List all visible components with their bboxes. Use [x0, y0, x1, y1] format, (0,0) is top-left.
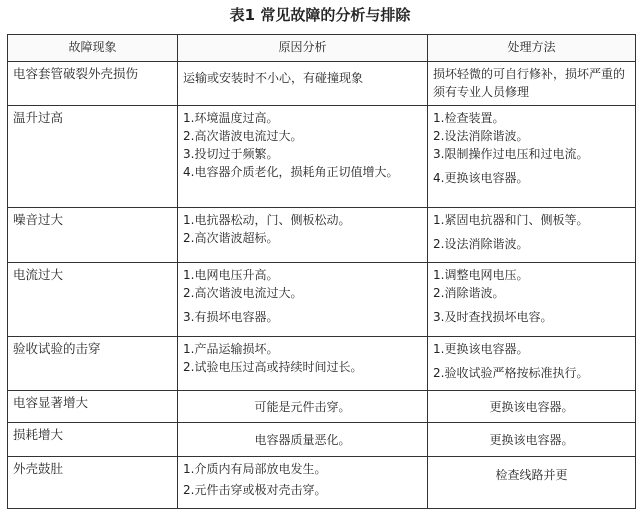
solution-cell: [428, 263, 636, 337]
cause-line: 1.电网电压升高。: [183, 268, 279, 282]
header-cause: 原因分析: [178, 35, 428, 62]
table-row: [8, 391, 636, 423]
solution-line: 更换该电容器。: [489, 400, 574, 414]
cause-line: 1.介质内有局部放电发生。: [183, 462, 327, 476]
cause-cell: [178, 208, 428, 263]
solution-cell: [428, 106, 636, 208]
table-title: 表1 常见故障的分析与排除: [229, 6, 411, 24]
cause-cell: [178, 106, 428, 208]
cause-cell: [178, 62, 428, 106]
symptom-cell: 外壳鼓肚: [8, 457, 178, 509]
cause-line: 1.产品运输损坏。: [183, 342, 279, 356]
solution-cell: [428, 62, 636, 106]
cause-line: 4.电容器介质老化，损耗角正切值增大。: [183, 165, 399, 179]
solution-cell: [428, 457, 636, 509]
symptom-cell: 损耗增大: [8, 423, 178, 457]
symptom-cell: 电流过大: [8, 263, 178, 337]
solution-line: 检查线路并更: [495, 468, 568, 482]
solution-line: 1.更换该电容器。: [433, 342, 529, 356]
table-row: [8, 106, 636, 208]
solution-line: 更换该电容器。: [489, 433, 574, 447]
cause-cell: [178, 457, 428, 509]
symptom-cell: 电容套管破裂外壳损伤: [8, 62, 178, 106]
cause-cell: [178, 263, 428, 337]
cause-cell: [178, 423, 428, 457]
cause-line: 电容器质量恶化。: [254, 433, 351, 447]
solution-line: 损坏轻微的可自行修补，损坏严重的须有专业人员修理: [433, 67, 626, 99]
solution-line: 2.设法消除谐波。: [433, 129, 529, 143]
symptom-cell: 验收试验的击穿: [8, 337, 178, 391]
solution-line: 3.及时查找损坏电容。: [433, 310, 553, 324]
table-row: [8, 457, 636, 509]
table-row: [8, 208, 636, 263]
table-row: [8, 337, 636, 391]
solution-line: 1.紧固电抗器和门、侧板等。: [433, 213, 589, 227]
table-row: [8, 62, 636, 106]
table-row: [8, 423, 636, 457]
cause-line: 3.投切过于频繁。: [183, 147, 279, 161]
solution-cell: [428, 423, 636, 457]
header-solution: 处理方法: [428, 35, 636, 62]
cause-line: 2.高次谐波电流过大。: [183, 129, 303, 143]
cause-line: 1.电抗器松动，门、侧板松动。: [183, 213, 351, 227]
solution-line: 2.验收试验严格按标准执行。: [433, 366, 589, 380]
solution-line: 1.检查装置。: [433, 111, 505, 125]
solution-line: 2.消除谐波。: [433, 286, 505, 300]
solution-line: 3.限制操作过电压和过电流。: [433, 147, 589, 161]
symptom-cell: 电容显著增大: [8, 391, 178, 423]
cause-line: 1.环境温度过高。: [183, 111, 279, 125]
solution-line: 4.更换该电容器。: [433, 171, 529, 185]
cause-line: 3.有损坏电容器。: [183, 310, 279, 324]
cause-line: 2.试验电压过高或持续时间过长。: [183, 360, 363, 374]
cause-line: 运输或安装时不小心，有碰撞现象: [183, 71, 364, 85]
fault-analysis-table: [7, 34, 636, 509]
cause-line: 2.高次谐波超标。: [183, 231, 279, 245]
cause-cell: [178, 337, 428, 391]
symptom-cell: 温升过高: [8, 106, 178, 208]
cause-cell: [178, 391, 428, 423]
table-row: [8, 263, 636, 337]
solution-line: 1.调整电网电压。: [433, 268, 529, 282]
solution-cell: [428, 208, 636, 263]
solution-cell: [428, 391, 636, 423]
cause-line: 2.元件击穿或极对壳击穿。: [183, 483, 327, 497]
solution-line: 2.设法消除谐波。: [433, 237, 529, 251]
header-symptom: 故障现象: [8, 35, 178, 62]
symptom-cell: 噪音过大: [8, 208, 178, 263]
cause-line: 2.高次谐波电流过大。: [183, 286, 303, 300]
table-header-row: [8, 35, 636, 62]
cause-line: 可能是元件击穿。: [254, 400, 351, 414]
solution-cell: [428, 337, 636, 391]
